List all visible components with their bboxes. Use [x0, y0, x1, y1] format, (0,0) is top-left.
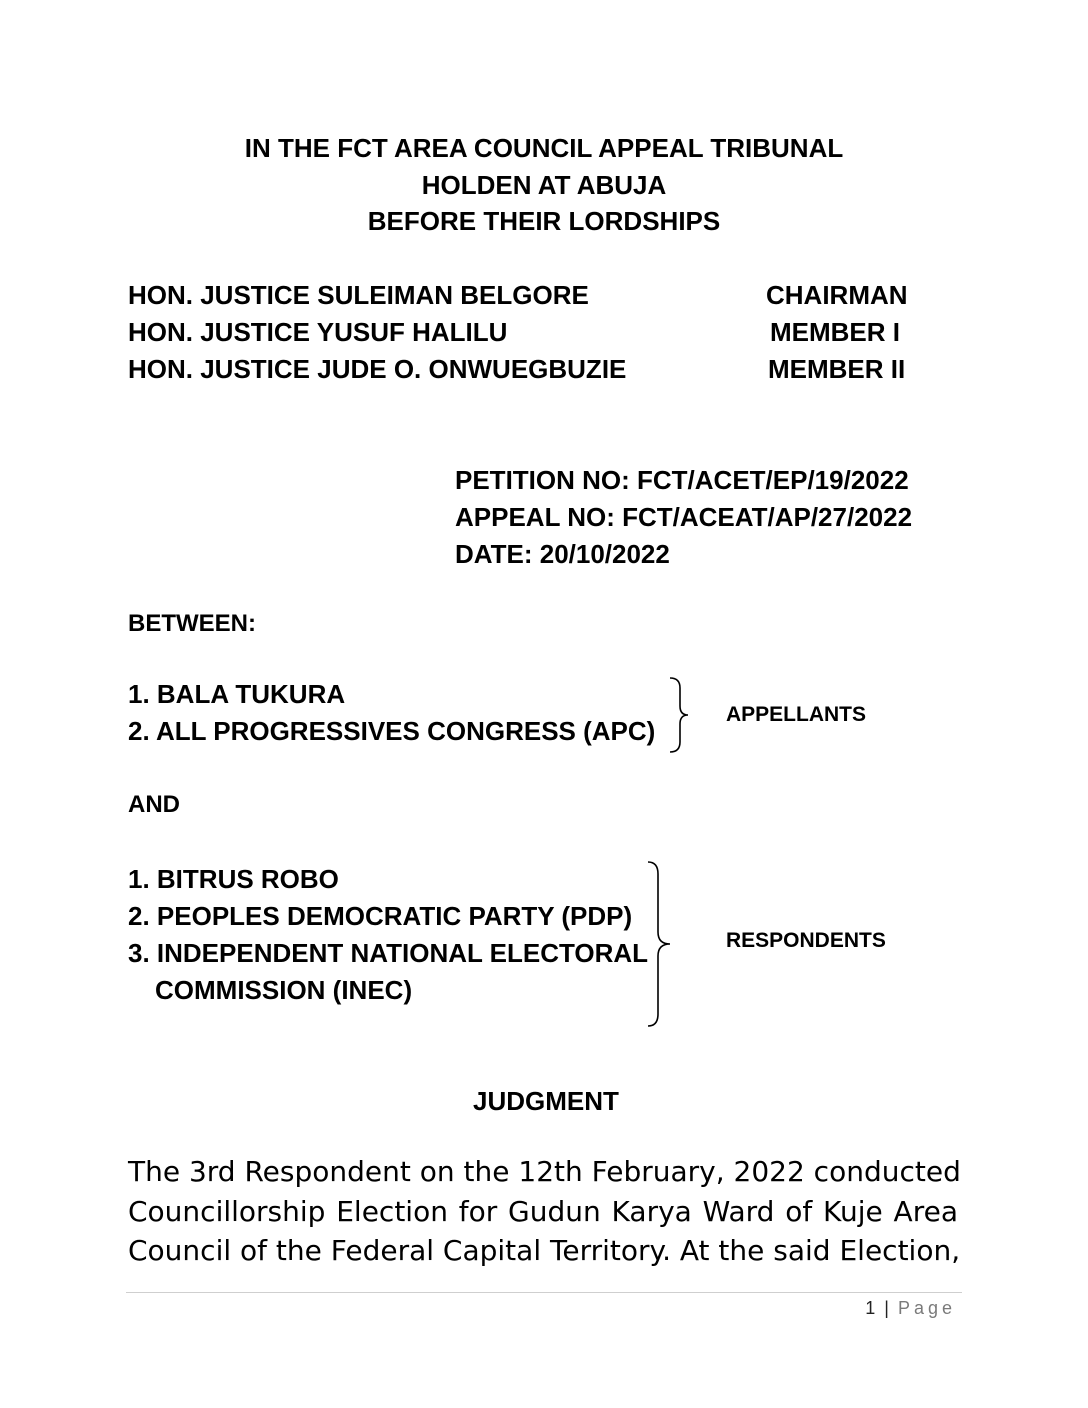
respondents-label: RESPONDENTS	[726, 929, 886, 952]
court-title: IN THE FCT AREA COUNCIL APPEAL TRIBUNAL	[244, 133, 844, 163]
footer-divider	[126, 1292, 962, 1293]
respondent-3-continued: COMMISSION (INEC)	[155, 975, 413, 1005]
coram-name-3: HON. JUSTICE JUDE O. ONWUEGBUZIE	[128, 354, 627, 384]
page-separator: |	[884, 1298, 891, 1318]
judgment-body	[128, 1152, 961, 1271]
court-lordships: BEFORE THEIR LORDSHIPS	[367, 206, 721, 236]
judgment-date: DATE: 20/10/2022	[455, 539, 670, 569]
appellants-brace-icon	[668, 676, 690, 754]
judgment-line-3: Council of the Federal Capital Territory. At the said Election,	[128, 1234, 961, 1267]
between-label: BETWEEN:	[128, 610, 256, 637]
judgment-title: JUDGMENT	[473, 1086, 619, 1116]
respondent-1: 1. BITRUS ROBO	[128, 864, 339, 894]
coram-role-3: MEMBER II	[768, 354, 906, 384]
page-label: Page	[897, 1298, 956, 1318]
page-number: 1	[865, 1298, 878, 1318]
coram-role-1: CHAIRMAN	[766, 280, 908, 310]
appellant-2: 2. ALL PROGRESSIVES CONGRESS (APC)	[128, 716, 656, 746]
respondent-2: 2. PEOPLES DEMOCRATIC PARTY (PDP)	[128, 901, 633, 931]
page-footer	[865, 1298, 956, 1319]
appeal-number: APPEAL NO: FCT/ACEAT/AP/27/2022	[455, 502, 913, 532]
judgment-line-1: The 3rd Respondent on the 12th February, 2022 conducted	[128, 1155, 961, 1188]
petition-number: PETITION NO: FCT/ACET/EP/19/2022	[455, 465, 909, 495]
judgment-line-2: Councillorship Election for Gudun Karya Ward of Kuje Area	[128, 1194, 958, 1228]
appellant-1: 1. BALA TUKURA	[128, 679, 346, 709]
coram-role-2: MEMBER I	[770, 317, 900, 347]
respondents-brace-icon	[644, 860, 674, 1030]
court-location: HOLDEN AT ABUJA	[421, 170, 667, 200]
respondent-3: 3. INDEPENDENT NATIONAL ELECTORAL	[128, 938, 649, 968]
appellants-label: APPELLANTS	[726, 703, 867, 726]
coram-name-1: HON. JUSTICE SULEIMAN BELGORE	[128, 280, 589, 310]
and-label: AND	[128, 791, 180, 818]
coram-name-2: HON. JUSTICE YUSUF HALILU	[128, 317, 508, 347]
